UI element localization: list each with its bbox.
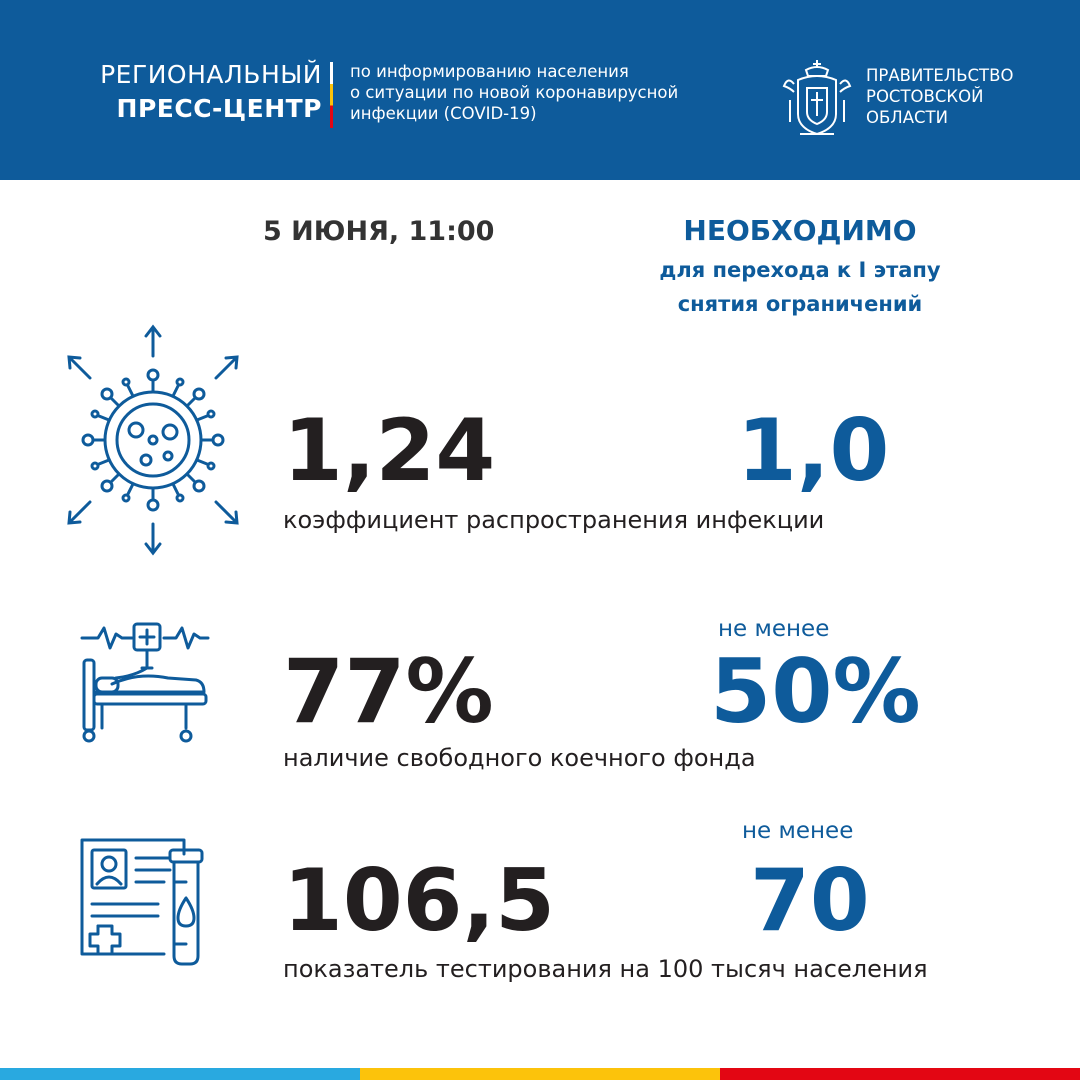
header-bar — [0, 0, 1080, 180]
metric-value-r0: 1,24 — [283, 401, 496, 501]
metric-target-prefix-r2: не менее — [742, 818, 854, 844]
gov-line3: ОБЛАСТИ — [866, 108, 948, 127]
government-name — [866, 65, 1013, 128]
footer-stripe-yellow — [360, 1068, 720, 1080]
requirement-title: НЕОБХОДИМО — [683, 214, 917, 247]
brand-title-line2: ПРЕСС-ЦЕНТР — [116, 94, 322, 123]
tricolor-divider — [330, 62, 333, 128]
requirement-subtitle-line2: снятия ограничений — [677, 292, 923, 316]
gov-line2: РОСТОВСКОЙ — [866, 87, 984, 106]
virus-spread-icon — [58, 322, 248, 558]
metric-target-r2: 70 — [750, 851, 870, 951]
metric-value-r2: 106,5 — [283, 851, 556, 951]
footer-stripe-blue — [0, 1068, 360, 1080]
metric-target-r1: 50% — [710, 640, 921, 743]
gov-line1: ПРАВИТЕЛЬСТВО — [866, 66, 1014, 85]
footer-stripe-red — [720, 1068, 1080, 1080]
header-subtitle-line1: по информированию населения — [350, 62, 629, 81]
metric-caption-r1: наличие свободного коечного фонда — [283, 744, 756, 772]
metric-caption-r0: коэффициент распространения инфекции — [283, 506, 825, 534]
report-date: 5 ИЮНЯ, 11:00 — [263, 216, 495, 247]
hospital-bed-icon — [78, 620, 212, 748]
metric-target-r0: 1,0 — [737, 401, 890, 501]
metric-target-prefix-r1: не менее — [718, 616, 830, 642]
metric-caption-r2: показатель тестирования на 100 тысяч населения — [283, 955, 928, 983]
metric-value-r1: 77% — [283, 640, 494, 743]
medical-test-icon — [78, 836, 212, 968]
brand-title-line1: РЕГИОНАЛЬНЫЙ — [100, 60, 322, 89]
header-subtitle-line3: инфекции (COVID-19) — [350, 104, 537, 123]
requirement-subtitle-line1: для перехода к I этапу — [659, 258, 941, 282]
coat-of-arms-icon — [780, 56, 854, 140]
header-subtitle — [350, 61, 678, 124]
header-subtitle-line2: о ситуации по новой коронавирусной — [350, 83, 679, 102]
